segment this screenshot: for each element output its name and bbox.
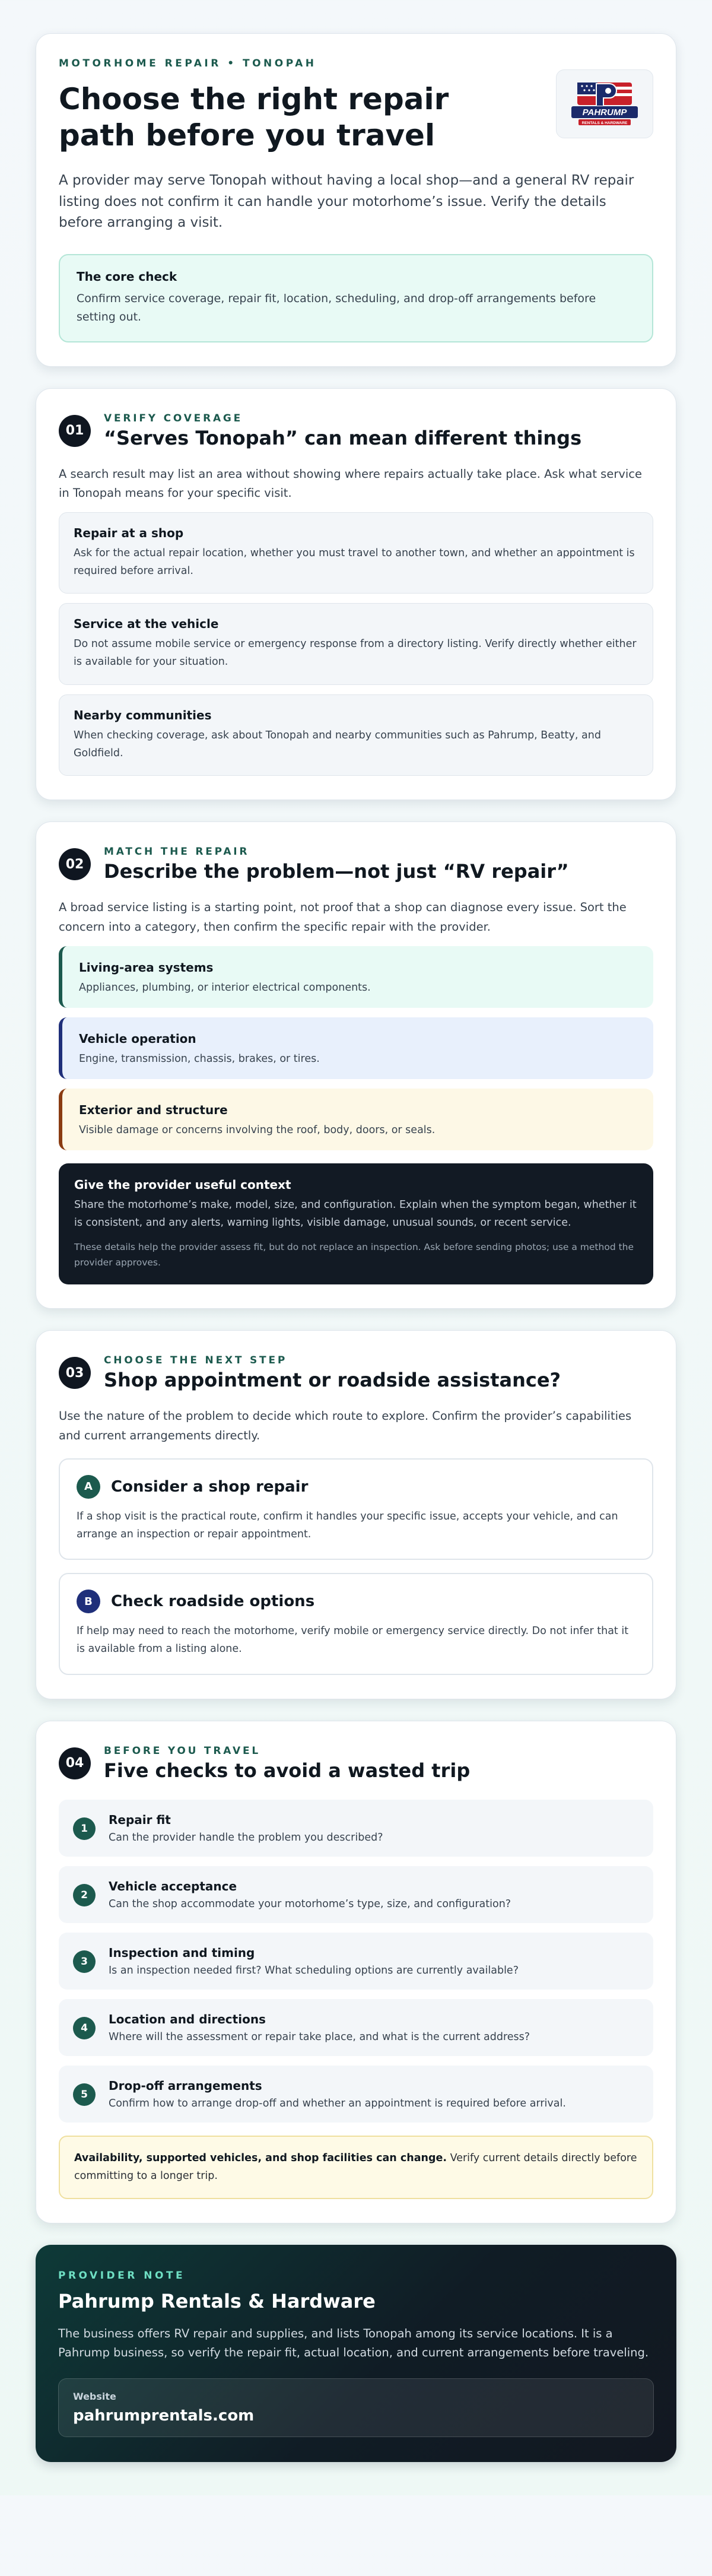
provider-logo (556, 69, 653, 138)
section-match-repair (36, 821, 676, 1309)
item-title: Nearby communities (74, 708, 212, 722)
check-item (59, 1800, 653, 1857)
check-body: Is an inspection needed first? What scheduling options are currently available? (109, 1964, 519, 1977)
core-check-box (59, 254, 653, 342)
section-five-checks (36, 1721, 676, 2224)
check-title: Vehicle acceptance (109, 1879, 237, 1893)
category-living-area (59, 946, 653, 1008)
check-body: Can the provider handle the problem you described? (109, 1831, 383, 1844)
section-next-step (36, 1330, 676, 1699)
section-header (59, 846, 653, 883)
check-item (59, 1933, 653, 1990)
section-kicker: MATCH THE REPAIR (104, 846, 250, 858)
section-kicker: VERIFY COVERAGE (104, 412, 243, 424)
item-body: Do not assume mobile service or emergency response from a directory listing. Verify directly whether either is available for your situation. (74, 638, 637, 668)
check-title: Drop-off arrangements (109, 2078, 262, 2093)
provider-body: The business offers RV repair and supplies, and lists Tonopah among its service locations. It is a Pahrump business, so verify the repair fit, actual location, and current arrangements before traveling. (58, 2327, 649, 2360)
check-body: Where will the assessment or repair take place, and what is the current address? (109, 2031, 530, 2043)
hero-eyebrow: MOTORHOME REPAIR • TONOPAH (59, 58, 317, 69)
section-number: 01 (59, 415, 91, 447)
category-body: Engine, transmission, chassis, brakes, or tires. (79, 1052, 320, 1065)
check-number: 1 (73, 1817, 96, 1840)
section-header (59, 1745, 653, 1782)
hero-intro: A provider may serve Tonopah without having a local shop—and a general RV repair listing does not confirm it can handle your motorhome’s issue. Verify the details before arranging a visit. (59, 173, 634, 231)
section-intro: Use the nature of the problem to decide which route to explore. Confirm the provider’s capabilities and current arrangements directly. (59, 1409, 632, 1442)
context-note: These details help the provider assess fit, but do not replace an inspection. Ask before sending photos; use a method the provider approves. (74, 1242, 634, 1268)
logo-wordmark: PAHRUMP (582, 107, 627, 118)
context-body: Share the motorhome’s make, model, size, and configuration. Explain when the symptom began, whether it is consistent, and any alerts, warning lights, visible damage, unusual sounds, or recent service. (74, 1198, 637, 1229)
section-verify-coverage (36, 388, 676, 801)
check-title: Location and directions (109, 2012, 266, 2026)
website-label: Website (73, 2390, 116, 2402)
option-title: Check roadside options (111, 1592, 315, 1611)
check-number: 3 (73, 1950, 96, 1973)
section-header (59, 413, 653, 449)
option-title: Consider a shop repair (111, 1477, 309, 1496)
section-kicker: CHOOSE THE NEXT STEP (104, 1354, 288, 1367)
logo-subwordmark: RENTALS & HARDWARE (581, 121, 628, 125)
section-number: 04 (59, 1747, 91, 1779)
category-vehicle-operation (59, 1017, 653, 1079)
website-link[interactable]: pahrumprentals.com (73, 2406, 255, 2425)
section-title: Describe the problem—not just “RV repair” (104, 860, 569, 883)
section-number: 03 (59, 1357, 91, 1389)
coverage-item-shop (59, 512, 653, 594)
provider-kicker: PROVIDER NOTE (58, 2270, 186, 2282)
option-shop-repair (59, 1458, 653, 1560)
category-body: Visible damage or concerns involving the roof, body, doors, or seals. (79, 1124, 436, 1136)
option-body: If a shop visit is the practical route, confirm it handles your specific issue, accepts your vehicle, and can arrange an inspection or repair appointment. (77, 1510, 618, 1540)
check-item (59, 1866, 653, 1923)
item-title: Service at the vehicle (74, 617, 219, 632)
category-title: Living-area systems (79, 960, 214, 975)
provider-name: Pahrump Rentals & Hardware (58, 2290, 376, 2313)
check-item (59, 1999, 653, 2056)
category-title: Vehicle operation (79, 1031, 196, 1046)
section-number: 02 (59, 848, 91, 880)
hero-card (36, 33, 676, 367)
check-number: 2 (73, 1884, 96, 1906)
core-check-body: Confirm service coverage, repair fit, location, scheduling, and drop-off arrangements before setting out. (77, 291, 596, 324)
category-exterior (59, 1089, 653, 1150)
item-body: When checking coverage, ask about Tonopah and nearby communities such as Pahrump, Beatty, and Goldfield. (74, 729, 601, 759)
check-number: 4 (73, 2017, 96, 2039)
section-title: Shop appointment or roadside assistance? (104, 1369, 561, 1392)
category-title: Exterior and structure (79, 1102, 228, 1117)
provider-note-card (36, 2245, 676, 2461)
section-intro: A broad service listing is a starting point, not proof that a shop can diagnose every issue. Sort the concern into a category, then confirm the specific repair with the provider. (59, 900, 627, 934)
check-number: 5 (73, 2083, 96, 2106)
warning-bold: Availability, supported vehicles, and shop facilities can change. (74, 2152, 447, 2164)
item-title: Repair at a shop (74, 525, 184, 540)
section-intro: A search result may list an area without showing where repairs actually take place. Ask what service in Tonopah means for your specific visit. (59, 467, 643, 500)
check-title: Inspection and timing (109, 1945, 255, 1960)
category-body: Appliances, plumbing, or interior electrical components. (79, 981, 371, 994)
logo-image (565, 79, 644, 129)
coverage-item-vehicle (59, 603, 653, 685)
option-badge: B (77, 1590, 100, 1613)
option-body: If help may need to reach the motorhome, verify mobile or emergency service directly. Do not infer that it is available from a listing alone. (77, 1625, 629, 1655)
section-title: Five checks to avoid a wasted trip (104, 1759, 471, 1782)
context-title: Give the provider useful context (74, 1177, 291, 1192)
availability-warning (59, 2136, 653, 2200)
coverage-item-nearby (59, 694, 653, 776)
section-kicker: BEFORE YOU TRAVEL (104, 1744, 261, 1757)
warning-text: Verify current details directly before committing to a longer trip. (74, 2152, 637, 2182)
page-title: Choose the right repair path before you travel (59, 82, 449, 153)
check-item (59, 2066, 653, 2123)
core-check-title: The core check (77, 269, 177, 284)
context-box (59, 1163, 653, 1285)
option-badge: A (77, 1475, 100, 1499)
option-roadside (59, 1573, 653, 1675)
section-title: “Serves Tonopah” can mean different things (104, 426, 582, 449)
item-body: Ask for the actual repair location, whether you must travel to another town, and whether an appointment is required before arrival. (74, 547, 635, 577)
website-box (58, 2378, 654, 2437)
check-title: Repair fit (109, 1812, 171, 1827)
check-body: Confirm how to arrange drop-off and whether an appointment is required before arrival. (109, 2097, 566, 2109)
section-header (59, 1354, 653, 1391)
check-body: Can the shop accommodate your motorhome’s type, size, and configuration? (109, 1898, 511, 1910)
